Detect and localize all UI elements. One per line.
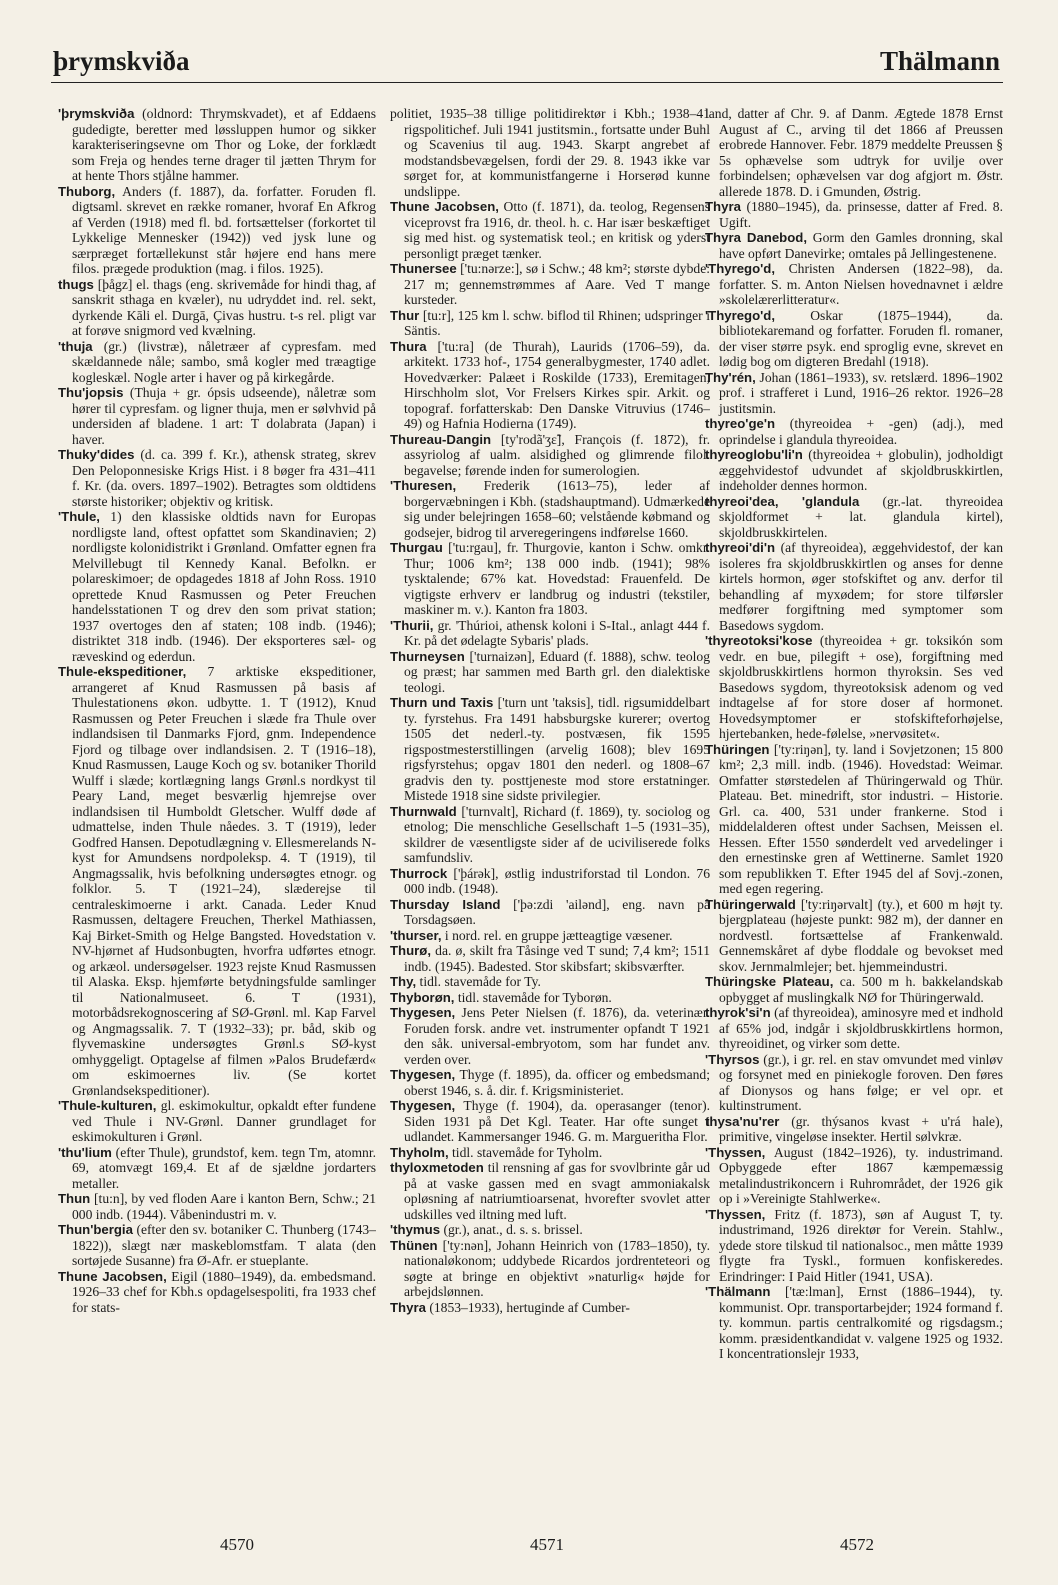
entry-headword: Thureau-Dangin <box>390 431 492 447</box>
dictionary-entry <box>705 1207 1003 1285</box>
dictionary-entry <box>705 1052 1003 1114</box>
entry-text: ['turnaizən], Eduard (f. 1888), schw. teolog og præst; har sammen med Barth grl. den dialektiske teologi. <box>404 648 710 695</box>
dictionary-entry <box>705 494 1003 541</box>
entry-text: (thyreoidea + globulin), jodholdigt æggehvidestof udvundet af skjoldbruskkirtlen, indeholder dennes hormon. <box>719 447 1003 493</box>
entry-text: Otto (f. 1871), da. teolog, Regensens viceprovst fra 1916, dr. theol. h. c. Har især beskæftiget sig med hist. og systematisk teol.; en kritisk og yderst personligt præget tænker. <box>404 199 710 261</box>
dictionary-entry <box>390 1160 710 1222</box>
entry-headword: Thuky'dides <box>58 447 135 462</box>
entry-headword: 'Thurii, <box>390 617 434 633</box>
dictionary-entry <box>705 974 1003 1005</box>
dictionary-entry <box>390 432 710 479</box>
entry-headword: Thyra <box>705 199 741 214</box>
entry-headword: thyrok'si'n <box>705 1005 771 1020</box>
entry-headword: Thurn und Taxis <box>390 695 494 710</box>
entry-text: Fritz (f. 1873), søn af August T, ty. industrimand, 1926 direktør for Verein. Stahlw., ydede store tilskud til nationalsoc., men måtte 1939 flygte fra Tyskl., formuen konfiskeredes. Erindringer: I Paid Hitler (1941, USA). <box>719 1206 1003 1284</box>
dictionary-entry <box>705 633 1003 742</box>
dictionary-entry <box>390 1005 710 1067</box>
entry-headword: 'Thyssen, <box>705 1144 766 1160</box>
entry-text: (1880–1945), da. prinsesse, datter af Fred. 8. Ugift. <box>719 199 1003 230</box>
entry-headword: Thur <box>390 307 420 323</box>
entry-headword: 'thu'lium <box>58 1144 112 1160</box>
entry-text: Oskar (1875–1944), da. bibliotekaremand og forfatter. Foruden fl. romaner, der viser større psyk. end sproglig evne, skrevet en lødig bog om digteren Bredahl (1918). <box>719 307 1003 369</box>
dictionary-entry <box>705 230 1003 261</box>
dictionary-entry <box>58 385 376 447</box>
entry-text: ['tæ:lman], Ernst (1886–1944), ty. kommunist. Opr. transportarbejder; 1924 formand f. ty. kommun. partis centralkomité og rigsdagsm.; komm. præsidentkandidat v. valgene 1925 og 1932. I koncentrationslejr 1933, <box>719 1284 1003 1361</box>
entry-headword: Thy'rén, <box>705 369 756 385</box>
entry-text: Anders (f. 1887), da. forfatter. Foruden fl. digtsaml. skrevet en række romaner, hvoraf En Afkrog af Verden (1918) med fl. bd. fortsættelser (forkortet til Lykkelige Mennesker (1942)) ved jysk lune og særpræget fortællekunst står højere end hans mere filos. prægede produktion (mag. i filos. 1925). <box>72 183 376 276</box>
entry-text: ['turn unt 'taksis], tidl. rigsumiddelbart ty. fyrstehus. Fra 1491 habsburgske kurerer; overtog 1505 det nederl.-ty. postvæsen, fik 1595 rigspostmesterstillingen (arvelig 1608); blev 1695 rigsfyrstehus; opgav 1801 den nederl. og 1808–67 gradvis den ty. posttjeneste mod store erstatninger. Mistede 1918 sine sidste privilegier. <box>404 695 710 803</box>
dictionary-entry <box>390 897 710 928</box>
dictionary-entry <box>58 1145 376 1192</box>
dictionary-entry <box>58 664 376 1098</box>
entry-text: 1) den klassiske oldtids navn for Europas nordligste land, oftest opfattet som Skandinavien; 2) nordligste kolonidistrikt i Grønland. Omfatter egnen fra Melvillebugt til Kennedy Kanal. Befolkn. er polareskimoer; de opdagedes 1818 af John Ross. 1910 oprettede Knud Rasmussen og Peter Freuchen handelsstationen T og drev den som privat station; 1937 overtoges den af staten; 108 indb. (1946); distriktet 318 indb. (1946). Der eksporteres sæl- og ræveskind og ederdun. <box>72 509 376 664</box>
dictionary-entry <box>705 540 1003 633</box>
dictionary-entry <box>390 974 710 990</box>
entry-text: (gr. thýsanos kvast + u'rá hale), primitive, vingeløse insekter. Hertil sølvkræ. <box>719 1113 1003 1144</box>
entry-text: Jens Peter Nielsen (f. 1876), da. veterinær. Foruden forsk. andre vet. instrumenter opfandt T 1921 den såk. universal-embryotom, som har fundet anv. verden over. <box>404 1005 710 1067</box>
dictionary-entry <box>390 866 710 897</box>
entry-text: Thyge (f. 1904), da. operasanger (tenor). Siden 1931 på Det Kgl. Teater. Har ofte sunget i udlandet. Kammersanger 1946. G. m. Margueritha Flor. <box>404 1098 710 1144</box>
entry-headword: Thygesen, <box>390 1067 456 1082</box>
entry-text: [tu:n], by ved floden Aare i kanton Bern, Schw.; 21 000 indb. (1944). Våbenindustri m. v. <box>72 1191 376 1222</box>
entry-text: [þågz] el. thags (eng. skrivemåde for hindi thag, af sanskrit sthaga en kvæler), nu udryddet ind. rel. sekt, dyrkende Kāli el. Durgā, Çivas hustru. t-s rel. pligt var at forøve snigmord ved kvælning. <box>72 276 376 338</box>
entry-text: ['ty:riŋən], ty. land i Sovjetzonen; 15 800 km²; 2,3 mill. indb. (1946). Hovedstad: Weimar. Omfatter størstedelen af Thüringerwald og Thür. Plateau. Bet. minedrift, stor industri. – Historie. Grl. ca. 400, 531 under frankerne. Stod i middelalderen oftest under Sachsen, Meissen el. Hessen. Efter 1550 sønderdelt ved arvedelinger i den ernestinske gren af Wettinerne. Samlet 1920 som republikken T. Efter 1945 del af Sovj.-zonen, med egen regering. <box>719 741 1003 896</box>
dictionary-entry <box>58 184 376 277</box>
dictionary-entry <box>390 943 710 974</box>
dictionary-entry <box>390 1238 710 1300</box>
entry-headword: 'Thyssen, <box>705 1206 766 1222</box>
entry-text: (efter den sv. botaniker C. Thunberg (1743–1822)), slægt nær maskeblomstfam. T alata (den sortøjede Susanne) fra Ø-Afr. er stueplante. <box>72 1222 376 1268</box>
dictionary-entry <box>390 1145 710 1161</box>
page-number-middle: 4571 <box>530 1535 564 1554</box>
entry-headword: Thyborøn, <box>390 989 455 1005</box>
dictionary-entry <box>58 1191 376 1222</box>
entry-headword: 'thurser, <box>390 927 442 943</box>
dictionary-entry <box>705 1284 1003 1362</box>
entry-text: gr. 'Thúrioi, athensk koloni i S-Ital., anlagt 444 f. Kr. på det ødelagte Sybaris' plads. <box>404 617 710 648</box>
entry-headword: 'Thyrego'd, <box>705 307 776 323</box>
dictionary-entry <box>58 509 376 664</box>
dictionary-entry <box>390 1222 710 1238</box>
entry-headword: Thygesen, <box>390 1098 456 1113</box>
entry-text: Johan (1861–1933), sv. retslærd. 1896–1902 prof. i strafferet i Lund, 1916–26 rektor. 1926–28 justitsmin. <box>719 369 1003 416</box>
entry-headword: 'Thuresen, <box>390 478 457 493</box>
dictionary-entry <box>705 742 1003 897</box>
entry-headword: Thy, <box>390 974 417 989</box>
entry-headword: 'Thule, <box>58 509 100 524</box>
entry-text: ['ty:riŋərvalt] (ty.), et 600 m højt ty. bjergplateau (højeste punkt: 982 m), der danner en nordvestl. fortsættelse af Frankenwald. Gennemskåret af dybe floddale og bevokset med skov. Jernmalmlejer; bet. hjemmeindustri. <box>719 896 1003 974</box>
entry-text: Frederik (1613–75), leder af borgervæbningen i Kbh. (stadshauptmand). Udmærkede sig under belejringen 1658–60; velstående købmand og godsejer, bidrog til arveregeringens indførelse 1660. <box>404 478 710 540</box>
entry-text: (oldnord: Thrymskvadet), et af Eddaens gudedigte, beretter med løssluppen humor og sikker karakteriseringsevne om Thor og Loke, der forklædt som Freja og hendes terne drager til jætten Thrym for at hente Thors stjålne hammer. <box>72 106 376 183</box>
entry-text: ['þárək], østlig industriforstad til London. 76 000 indb. (1948). <box>404 865 710 896</box>
entry-text: (gr.-lat. thyreoidea skjoldformet + lat. glandula kirtel), skjoldbruskkirtelen. <box>719 493 1003 540</box>
dictionary-entry <box>390 990 710 1006</box>
entry-text: ['turnvalt], Richard (f. 1869), ty. sociolog og etnolog; Die menschliche Gesellschaft 1–5 (1931–35), skildrer de væsentligste sider af de uciviliserede folks samfundsliv. <box>404 803 710 865</box>
running-head-left: þrymskviða <box>53 46 190 76</box>
dictionary-entry <box>390 261 710 308</box>
entry-headword: thyreoglobu'li'n <box>705 447 803 462</box>
entry-text: ['ty:nən], Johann Heinrich von (1783–1850), ty. nationaløkonom; uddybede Ricardos jordrenteteori og søgte at bringe en objektivt »naturlig« højde for arbejdslønnen. <box>404 1237 710 1299</box>
entry-headword: Thule-ekspeditioner, <box>58 664 187 679</box>
entry-text: (thyreoidea + -gen) (adj.), med oprindelse i glandula thyreoidea. <box>719 416 1003 447</box>
entry-text: (gr.), i gr. rel. en stav omvundet med vinløv og forsynet med en piniekogle foroven. Den føres af Dionysos og hans følge; er vel opr. et kultinstrument. <box>719 1051 1003 1113</box>
entry-headword: Thüringerwald <box>705 896 796 912</box>
entry-text: August (1842–1926), ty. industrimand. Opbyggede efter 1867 kæmpemæssig metalindustrikoncern i Ruhrområdet, der 1926 gik op i »Vereinigte Stahlwerke«. <box>719 1144 1003 1206</box>
entry-text: tidl. stavemåde for Tyholm. <box>448 1144 603 1160</box>
entry-text: tidl. stavemåde for Ty. <box>416 974 541 989</box>
entry-headword: Thygesen, <box>390 1005 456 1020</box>
entry-text: ['tu:rgau], fr. Thurgovie, kanton i Schw. omkr. Thur; 1006 km²; 138 000 indb. (1941); 98% tysktalende; 67% kat. Hovedstad: Frauenfeld. De vigtigste erhverv er landbrug og industri (tekstiler, maskiner m. v.). Kanton fra 1803. <box>404 540 710 617</box>
dictionary-entry <box>705 261 1003 308</box>
dictionary-entry <box>390 106 710 199</box>
entry-headword: 'Thyrsos <box>705 1051 760 1067</box>
entry-headword: 'Thule-kulturen, <box>58 1098 157 1113</box>
entry-text: (efter Thule), grundstof, kem. tegn Tm, atomnr. 69, atomvægt 169,4. Et af de sjældne jordarters metaller. <box>72 1144 376 1191</box>
page-number-left: 4570 <box>220 1535 254 1554</box>
dictionary-entry <box>390 1300 710 1316</box>
dictionary-entry <box>705 106 1003 199</box>
entry-text: i nord. rel. en gruppe jætteagtige væsener. <box>441 927 673 943</box>
column-right <box>705 106 1003 1501</box>
header-rule <box>51 82 1003 83</box>
entry-headword: Thurrock <box>390 865 448 881</box>
entry-headword: thyreo'ge'n <box>705 416 776 431</box>
entry-headword: thysa'nu'rer <box>705 1113 780 1129</box>
dictionary-entry <box>390 649 710 696</box>
entry-text: (gr.), anat., d. s. s. brissel. <box>440 1222 583 1237</box>
entry-text: politiet, 1935–38 tillige politidirektør i Kbh.; 1938–41 rigspolitichef. Juli 1941 justitsmin., fortsatte under Buhl og Scavenius til aug. 1943. Skarpt angrebet af modstandsbevægelsen, fordi der 29. 8. 1943 ikke var sørget for, at kommunistfangerne i Horserød kunne undslippe. <box>390 106 710 199</box>
entry-headword: Thune Jacobsen, <box>390 199 499 214</box>
dictionary-entry <box>390 1067 710 1098</box>
entry-text: (d. ca. 399 f. Kr.), athensk strateg, skrev Den Peloponnesiske Krigs Hist. i 8 bøger fra 431–411 f. Kr. (da. overs. 1897–1902). Betragtes som oldtidens største historiker; objektiv og kritisk. <box>72 447 376 509</box>
entry-text: (af thyreoidea), æggehvidestof, der kan isoleres fra skjoldbruskkirtlen og anses for denne kirtels hormon, øger stofskiftet og anv. derfor til behandling af myxødem; for store tilførsler medfører forgiftning med symptomer som Basedows sygdom. <box>719 540 1003 633</box>
entry-headword: thugs <box>58 276 94 292</box>
entry-text: ca. 500 m h. bakkelandskab opbygget af muslingkalk NØ for Thüringerwald. <box>719 974 1003 1005</box>
entry-headword: Thyra Danebod, <box>705 230 808 245</box>
entry-text: ['tu:nərze:], sø i Schw.; 48 km²; største dybde: 217 m; gennemstrømmes af Aare. Ved T mange kursteder. <box>404 261 710 307</box>
entry-headword: thyloxmetoden <box>390 1160 484 1175</box>
dictionary-entry <box>58 277 376 339</box>
entry-headword: Thun'bergia <box>58 1222 133 1237</box>
dictionary-entry <box>390 540 710 618</box>
dictionary-entry <box>58 106 376 184</box>
entry-headword: 'thuja <box>58 338 93 354</box>
entry-headword: 'thymus <box>390 1222 441 1237</box>
page-number-right: 4572 <box>840 1535 874 1554</box>
entry-text: (af thyreoidea), aminosyre med et indhold af 65% jod, indgår i skjoldbruskkirtlens hormon, thyreoidinet, og virker som dette. <box>719 1005 1003 1051</box>
dictionary-entry <box>705 308 1003 370</box>
entry-headword: Thune Jacobsen, <box>58 1268 167 1284</box>
entry-headword: Thun <box>58 1191 91 1206</box>
dictionary-entry <box>390 618 710 649</box>
entry-text: [ty'rodã'ʒɛ̃], François (f. 1872), fr. assyriolog af ualm. alsidighed og glimrende filol. begavelse; førende inden for sumerologien. <box>404 431 710 478</box>
entry-text: (Thuja + gr. ópsis udseende), nåletræ som hører til cypresfam. og ligner thuja, men er sølvhvid på undersiden af bladene. 1 art: T dolabrata (Japan) i haver. <box>72 385 376 447</box>
dictionary-entry <box>705 447 1003 494</box>
entry-text: (1853–1933), hertuginde af Cumber- <box>425 1299 630 1315</box>
dictionary-entry <box>390 928 710 944</box>
entry-text: ['tu:ra] (de Thurah), Laurids (1706–59), da. arkitekt. 1733 hof-, 1754 generalbygmester, 1740 adlet. Hovedværker: Palæet i Roskilde (1733), Eremitagen, Hirschholm slot, Vor Frelsers Kirkes spir. Arkit. og topograf. forfatterskab: Den Danske Vitruvius (1746–49) og Hafnia Hodierna (1749). <box>404 338 710 431</box>
entry-headword: Thursday Island <box>390 896 501 912</box>
dictionary-entry <box>390 478 710 540</box>
entry-headword: 'þrymskviða <box>58 106 135 121</box>
entry-headword: 'thyreotoksi'kose <box>705 633 813 648</box>
entry-headword: Thüringen <box>705 741 770 757</box>
entry-headword: Thuborg, <box>58 183 116 199</box>
entry-text: ['þə:zdi 'ailənd], eng. navn på Torsdagsøen. <box>404 896 710 927</box>
entry-headword: Thurø, <box>390 943 432 958</box>
entry-text: land, datter af Chr. 9. af Danm. Ægtede 1878 Ernst August af C., arving til det 1866 af Preussen erobrede Hannover. Febr. 1879 meddelte Preussen § 5s ophævelse som udtryk for uvilje over forbindelsen; ophævelsen var dog afgjort m. Østr. allerede 1878. D. i Gmunden, Østrig. <box>705 106 1003 199</box>
running-head-right: Thälmann <box>879 46 1000 76</box>
entry-headword: Thura <box>390 338 427 354</box>
entry-text: (thyreoidea + gr. toksikón som vedr. en bue, pilegift + ose), forgiftning med skjoldbruskkirtlens hormon thyroksin. Ses ved Basedows sygdom, thyreotoksisk adenom og ved indtagelse af for store doser af hormonet. Hovedsymptomer er stofskifteforhøjelse, hjertebanken, hede-følelse, »nervøsitet«. <box>719 633 1003 741</box>
entry-headword: 'Thyrego'd, <box>705 261 776 276</box>
entry-text: (gr.) (livstræ), nåletræer af cypresfam. med skældannede nåle; sambo, små kogler med træagtige kogleskæl. Nogle arter i haver og på kirkegårde. <box>72 338 376 385</box>
entry-text: da. ø, skilt fra Tåsinge ved T sund; 7,4 km²; 1511 indb. (1945). Badested. Stor skibsfart; skibsværfter. <box>404 943 710 974</box>
dictionary-entry <box>58 1222 376 1269</box>
entry-headword: Thunersee <box>390 261 457 276</box>
dictionary-entry <box>390 199 710 261</box>
entry-headword: thyreoi'dea, 'glandula <box>705 493 860 509</box>
dictionary-entry <box>390 1098 710 1145</box>
dictionary-entry <box>705 199 1003 230</box>
entry-headword: Thüringske Plateau, <box>705 974 834 989</box>
entry-text: Eigil (1880–1949), da. embedsmand. 1926–33 chef for Kbh.s opdagelsespoliti, fra 1933 chef for stats- <box>72 1268 376 1315</box>
dictionary-entry <box>390 339 710 432</box>
dictionary-entry <box>390 695 710 804</box>
entry-text: til rensning af gas for svovlbrinte går ud på at vaske gassen med en svagt ammoniakalsk opløsning af natriumtioarsenat, hvorefter svovlet atter udskilles ved iltning med luft. <box>404 1160 710 1222</box>
dictionary-entry <box>705 1114 1003 1145</box>
dictionary-entry <box>705 1145 1003 1207</box>
entry-text: Thyge (f. 1895), da. officer og embedsmand; oberst 1946, s. å. dir. f. Krigsministeriet. <box>404 1067 710 1098</box>
dictionary-entry <box>390 804 710 866</box>
entry-text: Christen Andersen (1822–98), da. forfatter. S. m. Anton Nielsen hovednavnet i ældre »skolelærerlitteratur«. <box>719 261 1003 307</box>
entry-text: gl. eskimokultur, opkaldt efter fundene ved Thule i NV-Grønl. Danner grundlaget for eskimokulturen i Grønl. <box>72 1098 376 1144</box>
dictionary-entry <box>58 339 376 386</box>
entry-text: tidl. stavemåde for Tyborøn. <box>454 989 612 1005</box>
entry-headword: Thyra <box>390 1299 426 1315</box>
column-middle <box>390 106 710 1501</box>
entry-headword: thyreoi'di'n <box>705 540 776 555</box>
entry-headword: Thünen <box>390 1237 438 1253</box>
dictionary-entry <box>58 1098 376 1145</box>
dictionary-entry <box>705 897 1003 975</box>
column-left <box>58 106 376 1501</box>
dictionary-entry <box>705 370 1003 417</box>
entry-text: 7 arktiske ekspeditioner, arrangeret af Knud Rasmussen på basis af Thulestationens økon. udbytte. 1. T (1912), Knud Rasmussen og Peter Freuchen i slæde fra Thule over indlandsisen til Danmarks Fjord, gnm. Independence Fjord og tilbage over indlandsisen. 2. T (1916–18), Knud Rasmussen, Lauge Koch og sv. botaniker Thorild Wulff i slæde; kortlægning langs Grønl.s nordkyst til Peary Land, meget besværlig hjemrejse over indlandsisen til Humboldt Gletscher. Wulff døde af udmattelse, inden Thule nåedes. 3. T (1919), leder Godfred Hansen. Depotudlægning v. Ellesmerelands N-kyst for Amundsens nordpoleksp. 4. T (1919), til Angmagssalik, hvis befolkning undersøgtes etnogr. og folklor. 5. T (1921–24), slæderejse til centraleskimoerne i arkt. Canada. Leder Knud Rasmussen, deltagere Freuchen, Therkel Mathiassen, Kaj Birket-Smith og Helge Bangsted. Hovedstation v. NV-hjørnet af Hudsonbugten, hvorfra udførtes etnogr. og arkæol. undersøgelser. 1923 rejste Knud Rasmussen til Alaska. Eksp. hjemførte betydningsfulde samlinger til Nationalmuseet. 6. T (1931), motorbådsrekognoscering af SØ-Grønl. ml. Kap Farvel og Angmagssalik. 7. T (1932–33); pr. båd, skib og flyvemaskine undersøgtes Grønl.s SØ-kyst omhyggeligt. Optagelse af filmen »Palos Brudefærd« om eskimoernes liv. (Se kortet Grønlandsekspeditioner). <box>72 664 376 1098</box>
dictionary-entry <box>58 447 376 509</box>
dictionary-entry <box>390 308 710 339</box>
entry-headword: 'Thälmann <box>705 1284 771 1299</box>
dictionary-entry <box>705 416 1003 447</box>
entry-headword: Thurgau <box>390 540 443 555</box>
entry-text: Gorm den Gamles dronning, skal have opført Danevirke; omtales på Jellingestenene. <box>719 230 1003 261</box>
entry-headword: Thu'jopsis <box>58 385 124 400</box>
dictionary-entry <box>705 1005 1003 1052</box>
dictionary-entry <box>58 1269 376 1316</box>
entry-headword: Thurnwald <box>390 803 457 819</box>
entry-headword: Thurneysen <box>390 648 465 664</box>
entry-text: [tu:r], 125 km l. schw. biflod til Rhinen; udspringer i Säntis. <box>404 307 710 338</box>
entry-headword: Thyholm, <box>390 1144 449 1160</box>
